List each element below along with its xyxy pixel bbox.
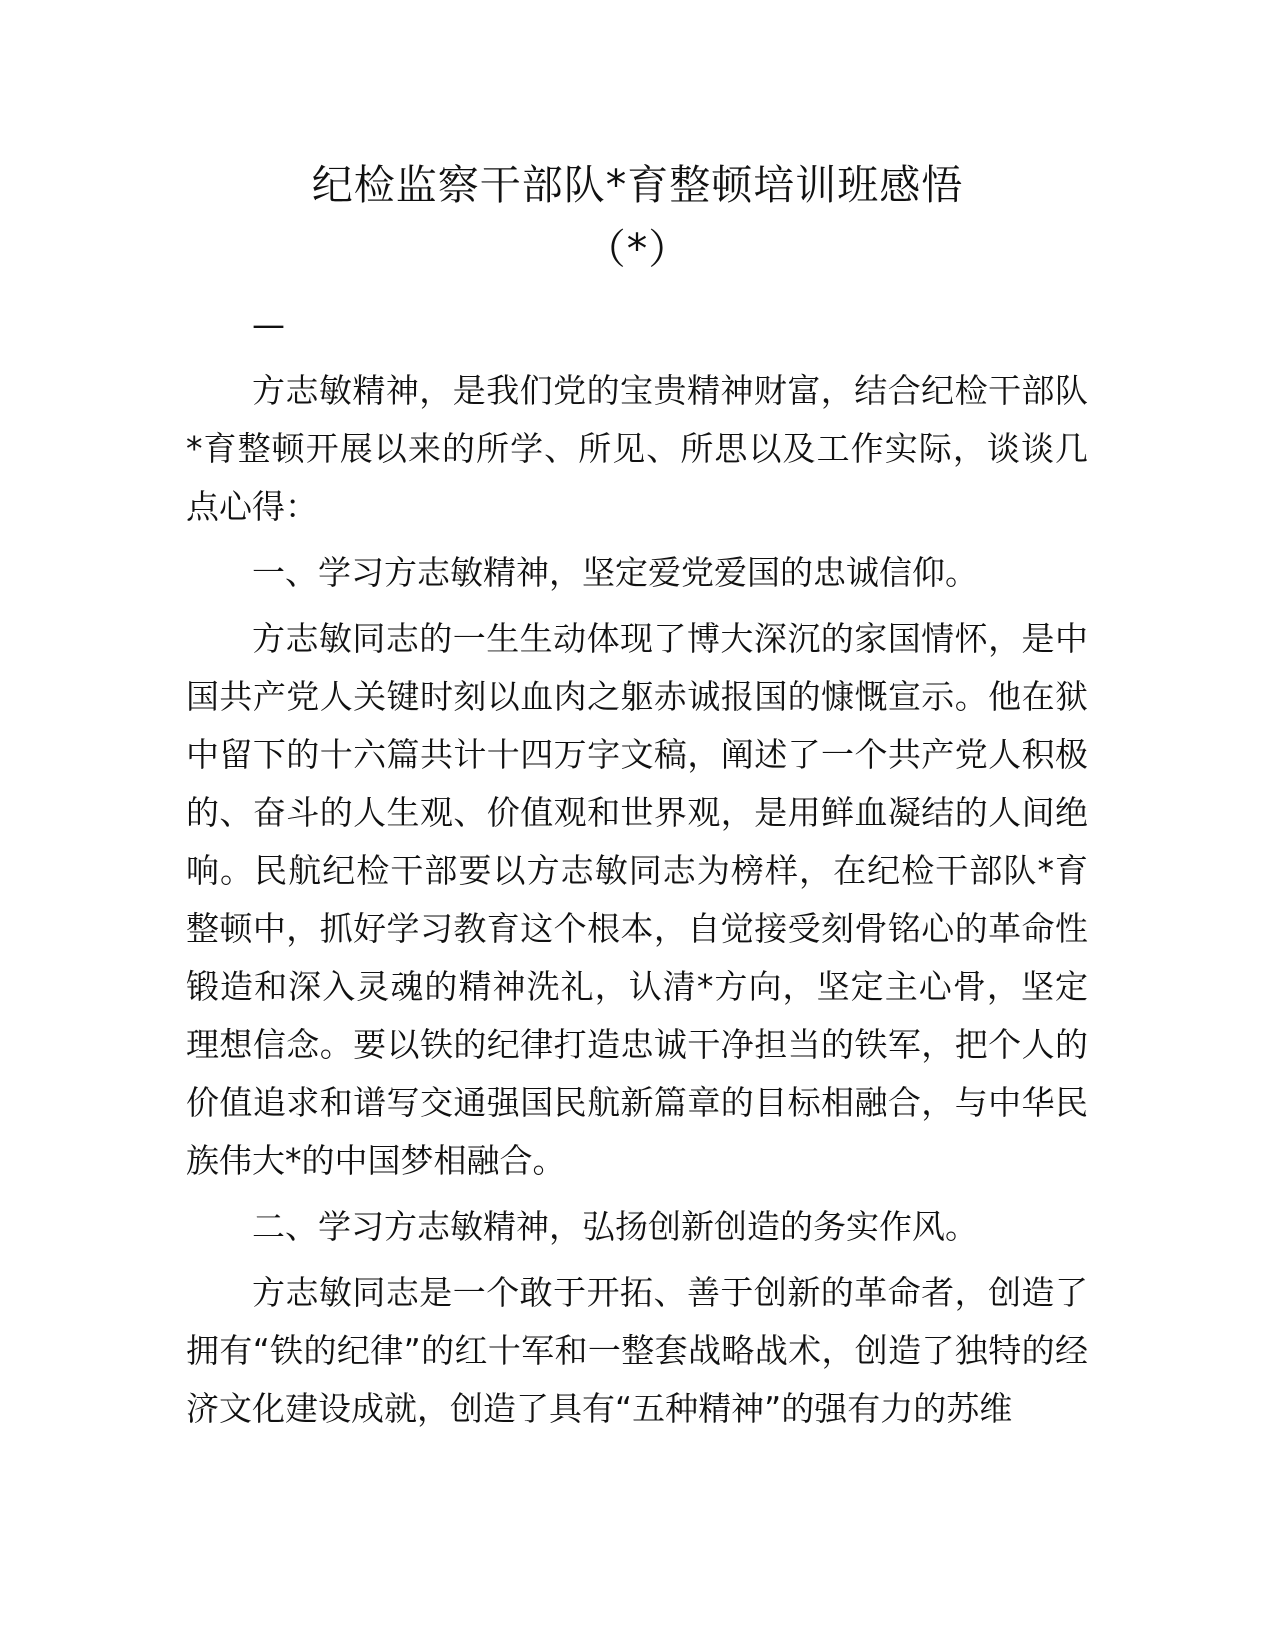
body-paragraph-1: 方志敏同志的一生生动体现了博大深沉的家国情怀，是中国共产党人关键时刻以血肉之躯赤诚报国的慷慨宣示。他在狱中留下的十六篇共计十四万字文稿，阐述了一个共产党人积极的、奋斗的人生观、价值观和世界观，是用鲜血凝结的人间绝响。民航纪检干部要以方志敏同志为榜样，在纪检干部队*育整顿中，抓好学习教育这个根本，自觉接受刻骨铭心的革命性锻造和深入灵魂的精神洗礼，认清*方向，坚定主心骨，坚定理想信念。要以铁的纪律打造忠诚干净担当的铁军，把个人的价值追求和谱写交通强国民航新篇章的目标相融合，与中华民族伟大*的中国梦相融合。: [186, 619, 1088, 1180]
section-heading-1: 一、学习方志敏精神，坚定爱党爱国的忠诚信仰。: [252, 553, 978, 592]
document-subtitle: （*）: [584, 225, 691, 273]
document-title: 纪检监察干部队*育整顿培训班感悟: [311, 161, 964, 209]
document-body: [186, 296, 1088, 1446]
section-heading-2: 二、学习方志敏精神，弘扬创新创造的务实作风。: [252, 1207, 978, 1246]
body-paragraph-2: 方志敏同志是一个敢于开拓、善于创新的革命者，创造了拥有“铁的纪律”的红十军和一整套战略战术，创造了独特的经济文化建设成就，创造了具有“五种精神”的强有力的苏维: [186, 1273, 1088, 1428]
intro-paragraph: 方志敏精神，是我们党的宝贵精神财富，结合纪检干部队*育整顿开展以来的所学、所见、所思以及工作实际，谈谈几点心得：: [186, 371, 1088, 526]
section-marker: —: [252, 305, 285, 344]
